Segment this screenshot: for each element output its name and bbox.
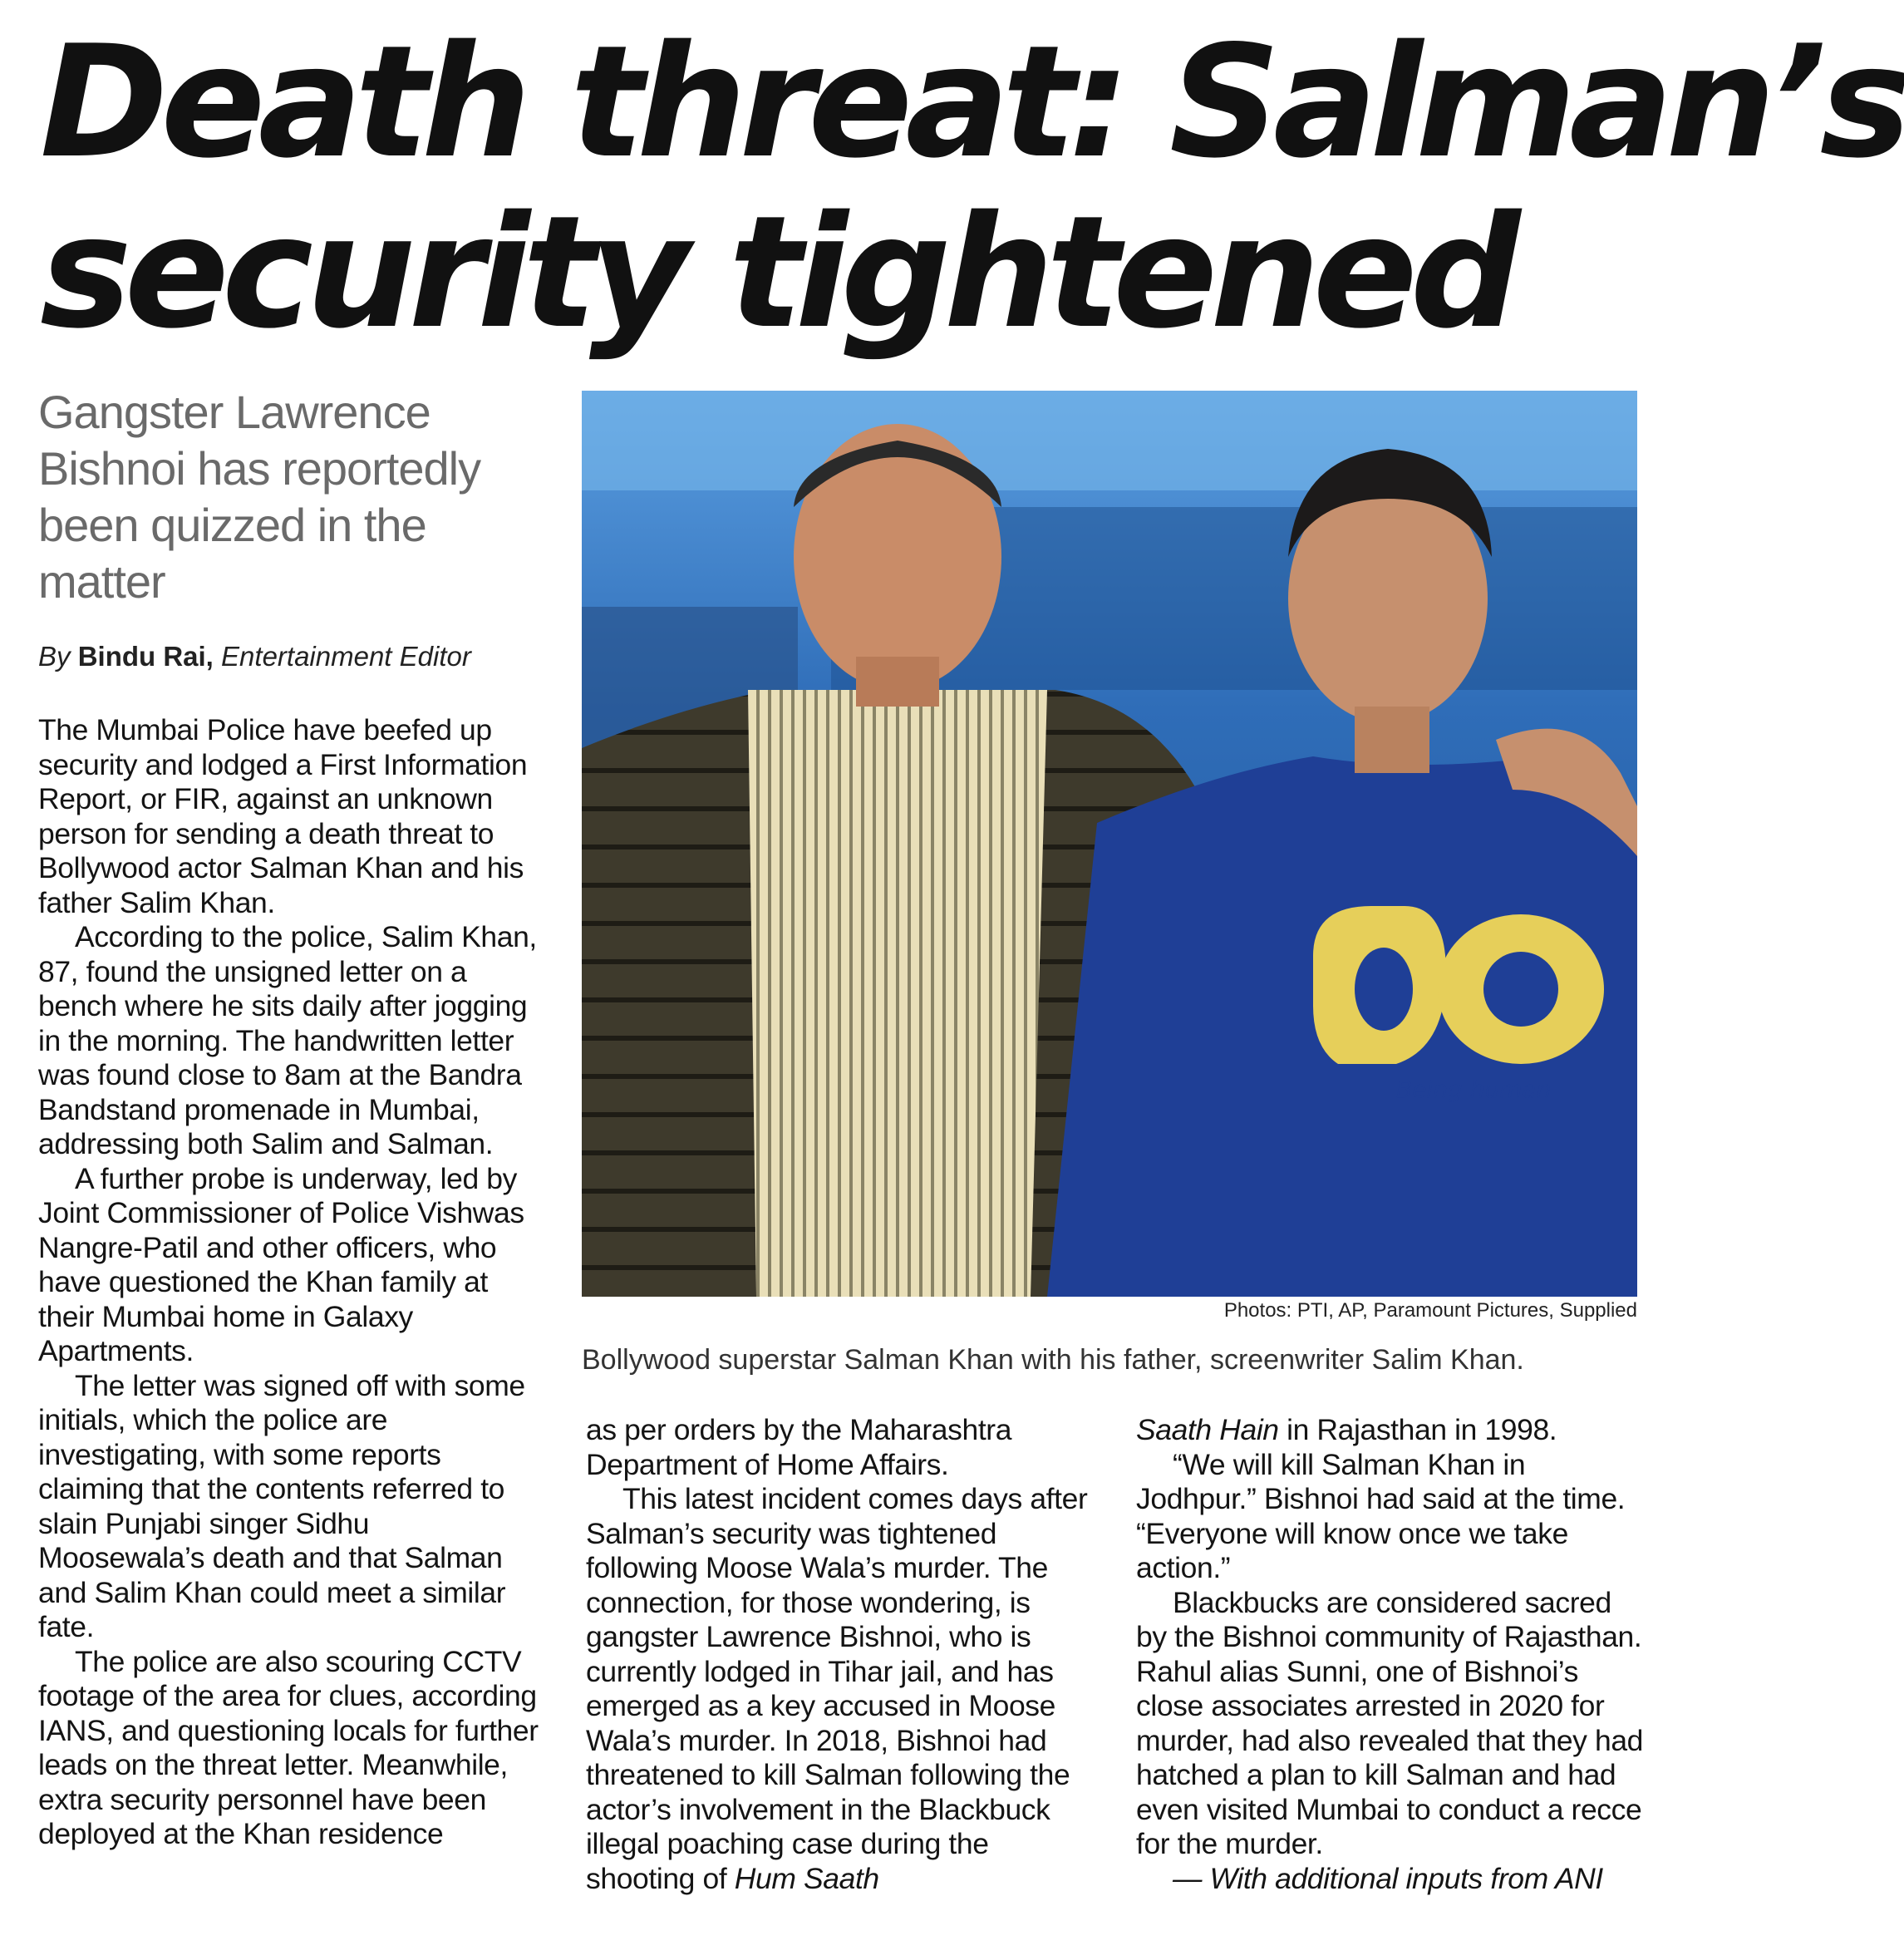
film-title-part-2: Saath Hain xyxy=(1136,1413,1279,1446)
article-column-2 xyxy=(586,1413,1095,1896)
deck-subheadline: Gangster Lawrence Bishnoi has reportedly been quizzed in the matter xyxy=(38,386,481,608)
paragraph: A further probe is underway, led by Joint Commissioner of Police Vishwas Nangre-Patil and other officers, who have questioned the Khan family at their Mumbai home in Galaxy Apartments. xyxy=(38,1161,524,1367)
paragraph xyxy=(586,1482,1095,1896)
tshirt-text: Being human xyxy=(1396,1076,1552,1103)
paragraph: “We will kill Salman Khan in Jodhpur.” Bishnoi had said at the time. “Everyone will know once we take action.” xyxy=(1136,1447,1626,1584)
byline-author: Bindu Rai, xyxy=(77,641,214,672)
paragraph-text: in Rajasthan in 1998. xyxy=(1287,1413,1557,1446)
photo-illustration xyxy=(582,391,1637,1297)
article-column-3 xyxy=(1136,1413,1645,1896)
paragraph: as per orders by the Maharashtra Department of Home Affairs. xyxy=(586,1413,1012,1481)
film-title-part-1: Hum Saath xyxy=(734,1861,879,1895)
headline-line-2: security tightened xyxy=(40,182,1513,362)
photo-credit: Photos: PTI, AP, Paramount Pictures, Supplied xyxy=(1223,1299,1637,1322)
photo-caption: Bollywood superstar Salman Khan with his father, screenwriter Salim Khan. xyxy=(582,1344,1524,1376)
headline xyxy=(40,12,1904,362)
byline xyxy=(38,640,570,673)
paragraph: Blackbucks are considered sacred by the Bishnoi community of Rajasthan. Rahul alias Sunni, one of Bishnoi’s close associates arrested in 2020 for murder, had also revealed that they had hatched a plan to kill Salman and had even visited Mumbai to conduct a recce for the murder. xyxy=(1136,1585,1644,1860)
paragraph: The police are also scouring CCTV footage of the area for clues, according IANS, and questioning locals for further leads on the threat letter. Meanwhile, extra security personnel have been deployed at the Khan residence xyxy=(38,1644,539,1850)
article-column-1 xyxy=(38,713,540,1852)
headline-line-1: Death threat: Salman’s xyxy=(40,12,1904,192)
byline-prefix: By xyxy=(38,641,71,672)
signoff: — With additional inputs from ANI xyxy=(1173,1861,1603,1895)
paragraph: The Mumbai Police have beefed up security and lodged a First Information Report, or FIR, against an unknown person for sending a death threat to Bollywood actor Salman Khan and his father Salim Khan. xyxy=(38,713,528,919)
paragraph-text: This latest incident comes days after Salman’s security was tightened following Moose Wala’s murder. The connection, for those wondering, is gangster Lawrence Bishnoi, who is currently lodged in Tihar jail, and has emerged as a key accused in Moose Wala’s murder. In 2018, Bishnoi had threatened to kill Salman following the actor’s involvement in the Blackbuck illegal poaching case during the shooting of xyxy=(586,1482,1088,1895)
paragraph xyxy=(1136,1413,1645,1448)
byline-role: Entertainment Editor xyxy=(221,641,471,672)
paragraph: The letter was signed off with some initials, which the police are investigating, with some reports claiming that the contents referred to slain Punjabi singer Sidhu Moosewala’s death and that Salman and Salim Khan could meet a similar fate. xyxy=(38,1368,525,1643)
article-photo xyxy=(582,391,1637,1297)
paragraph: According to the police, Salim Khan, 87, found the unsigned letter on a bench where he sits daily after jogging in the morning. The handwritten letter was found close to 8am at the Bandra Bandstand promenade in Mumbai, addressing both Salim and Salman. xyxy=(38,920,537,1160)
